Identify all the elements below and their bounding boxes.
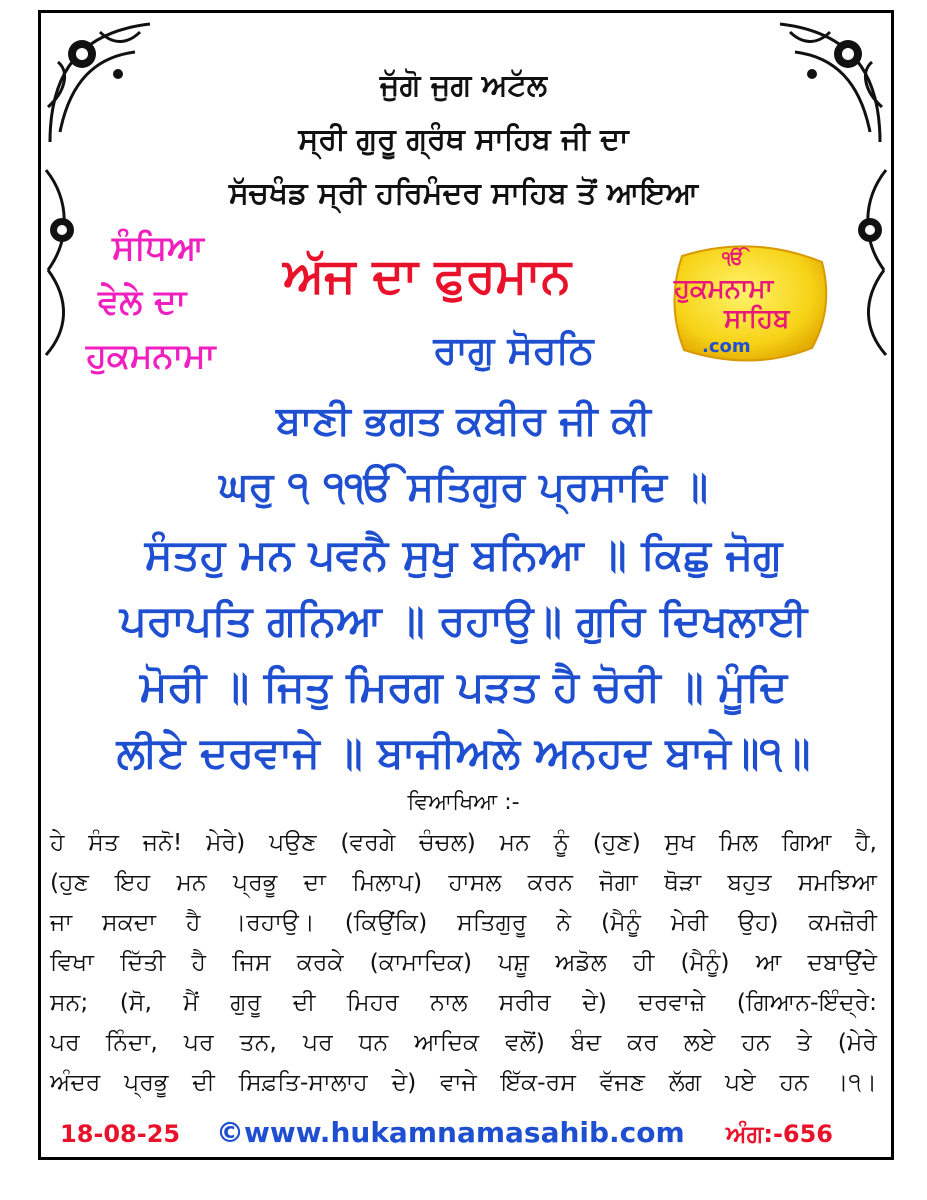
explanation-heading: ਵਿਆਖਿਆ :- [407,790,520,815]
header-line-3: ਸੱਚਖੰਡ ਸ੍ਰੀ ਹਰਿਮੰਦਰ ਸਾਹਿਬ ਤੋਂ ਆਇਆ [228,176,699,211]
explanation-line: ਜਾ ਸਕਦਾ ਹੈ ।ਰਹਾਉ। (ਕਿਉਂਕਿ) ਸਤਿਗੁਰੂ ਨੇ (ਮੈਨੂੰ ਮੇਰੀ ਉਹ) ਕਮਜ਼ੋਰੀ [50,908,877,936]
logo-line-3: .com [702,336,751,357]
bani-heading: ਬਾਣੀ ਭਗਤ ਕਬੀਰ ਜੀ ਕੀ [276,398,651,444]
shabad-line: ਲੀਏ ਦਰਵਾਜੇ ॥ ਬਾਜੀਅਲੇ ਅਨਹਦ ਬਾਜੇ॥੧॥ [116,728,811,777]
evening-label-line-3: ਹੁਕਮਨਾਮਾ [86,336,216,376]
explanation-line: (ਹੁਣ ਇਹ ਮਨ ਪ੍ਰਭੂ ਦਾ ਮਿਲਾਪ) ਹਾਸਲ ਕਰਨ ਜੋਗਾ ਥੋੜਾ ਬਹੁਤ ਸਮਝਿਆ [50,868,877,896]
shabad-line: ਮੋਰੀ ॥ ਜਿਤੁ ਮਿਰਗ ਪੜਤ ਹੈ ਚੋਰੀ ॥ ਮੂੰਦਿ [139,662,788,711]
raag-heading: ਰਾਗੁ ਸੋਰਠਿ [433,328,594,372]
footer [50,1116,880,1156]
header-line-1: ਜੁੱਗੋ ਜੁਗ ਅਟੱਲ [379,68,548,103]
shabad-line: ਸੰਤਹੁ ਮਨ ਪਵਨੈ ਸੁਖੁ ਬਨਿਆ ॥ ਕਿਛੁ ਜੋਗੁ [144,530,783,579]
header-line-2: ਸ੍ਰੀ ਗੁਰੂ ਗ੍ਰੰਥ ਸਾਹਿਬ ਜੀ ਦਾ [298,122,629,157]
logo-ek-onkar: ੴ [722,248,744,269]
explanation-line: ਅੰਦਰ ਪ੍ਰਭੂ ਦੀ ਸਿਫ਼ਤਿ-ਸਾਲਾਹ ਦੇ) ਵਾਜੇ ਇੱਕ-ਰਸ ਵੱਜਣ ਲੱਗ ਪਏ ਹਨ ।੧। [50,1068,877,1096]
evening-label-line-2: ਵੇਲੇ ਦਾ [98,282,187,322]
explanation-line: ਪਰ ਨਿੰਦਾ, ਪਰ ਤਨ, ਪਰ ਧਨ ਆਦਿਕ ਵਲੋਂ) ਬੰਦ ਕਰ ਲਏ ਹਨ ਤੇ (ਮੇਰੇ [50,1028,877,1056]
logo-line-2: ਸਾਹਿਬ [724,304,790,334]
footer-website-link[interactable]: ©www.hukamnamasahib.com [216,1116,685,1149]
page-title: ਅੱਜ ਦਾ ਫੁਰਮਾਨ [283,248,571,304]
shabad-line: ਪਰਾਪਤਿ ਗਨਿਆ ॥ ਰਹਾਉ॥ ਗੁਰਿ ਦਿਖਲਾਈ [119,596,808,645]
footer-ang: ਅੰਗ:-656 [726,1120,834,1148]
evening-label-line-1: ਸੰਧਿਆ [112,228,205,268]
ghar-line: ਘਰੁ ੧ ੧ੴ ਸਤਿਗੁਰ ਪ੍ਰਸਾਦਿ ॥ [218,464,709,510]
explanation-line: ਹੇ ਸੰਤ ਜਨੋ! ਮੇਰੇ) ਪਉਣ (ਵਰਗੇ ਚੰਚਲ) ਮਨ ਨੂੰ (ਹੁਣ) ਸੁਖ ਮਿਲ ਗਿਆ ਹੈ, [50,828,877,856]
logo-line-1: ਹੁਕਮਨਾਮਾ [674,274,774,304]
explanation-line: ਸਨ; (ਸੋ, ਮੈਂ ਗੁਰੂ ਦੀ ਮਿਹਰ ਨਾਲ ਸਰੀਰ ਦੇ) ਦਰਵਾਜ਼ੇ (ਗਿਆਨ-ਇੰਦ੍ਰੇ: [50,988,877,1016]
explanation-line: ਵਿਖਾ ਦਿੱਤੀ ਹੈ ਜਿਸ ਕਰਕੇ (ਕਾਮਾਦਿਕ) ਪਸ਼ੂ ਅਡੋਲ ਹੀ (ਮੈਨੂੰ) ਆ ਦਬਾਉਂਦੇ [50,948,877,976]
footer-date: 18-08-25 [60,1120,181,1148]
